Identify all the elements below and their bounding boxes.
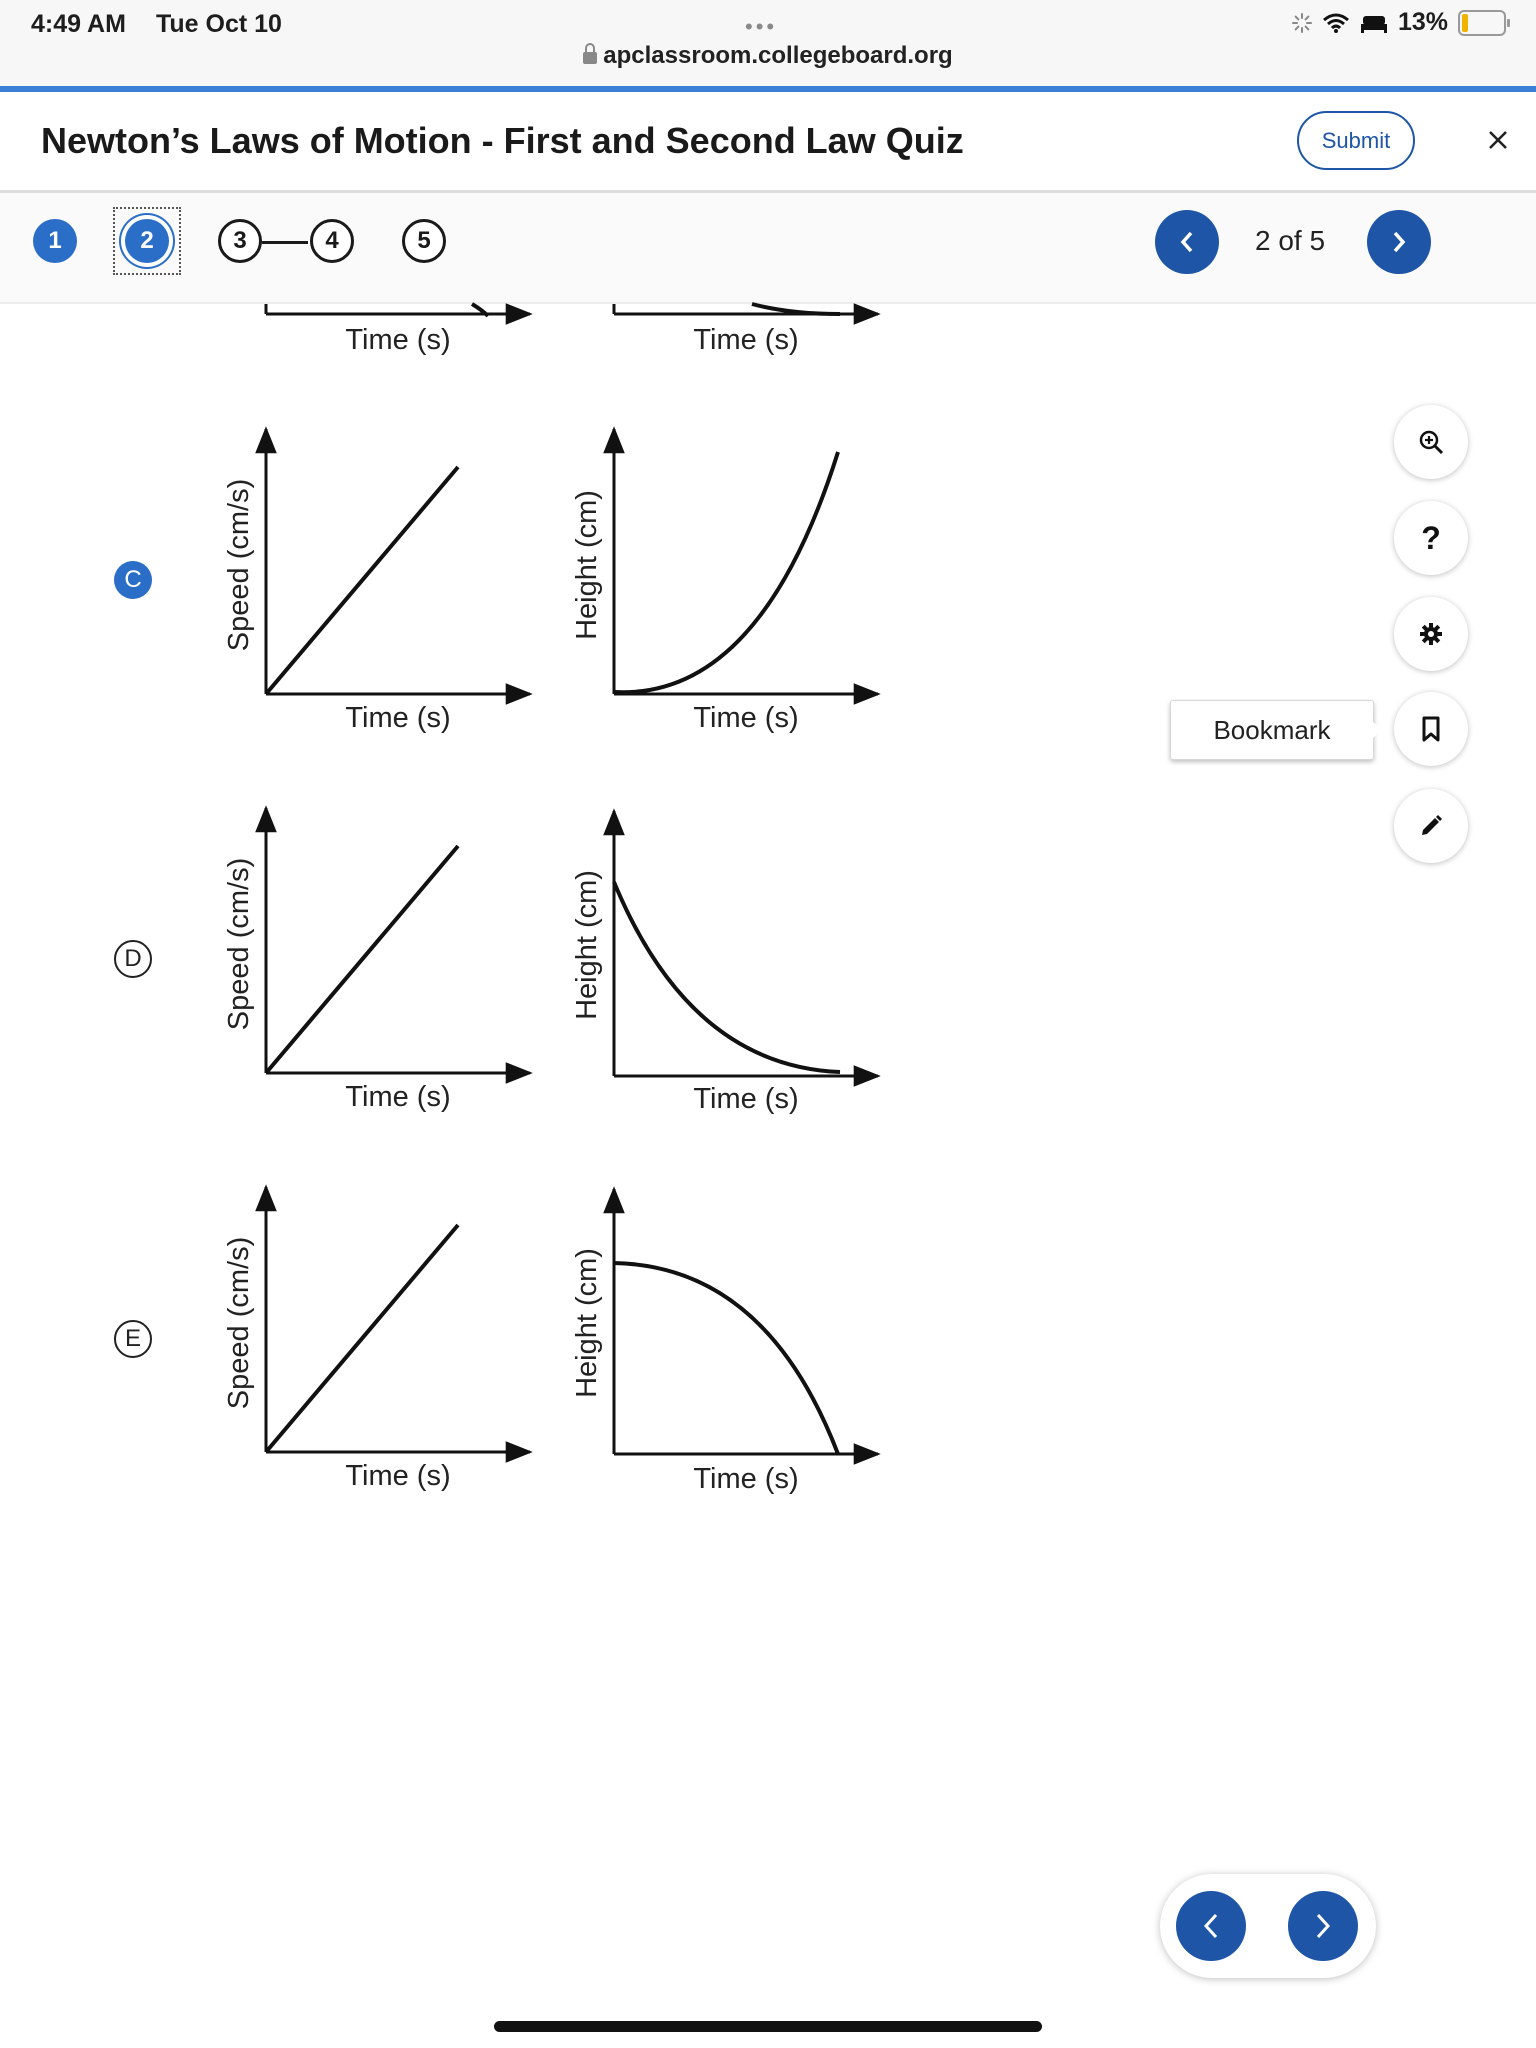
pencil-icon <box>1417 812 1445 840</box>
answer-option-d[interactable]: D <box>114 940 152 978</box>
lock-icon <box>583 52 597 64</box>
battery-percent: 13% <box>1397 8 1448 36</box>
chevron-left-icon <box>1176 228 1198 256</box>
chevron-left-icon <box>1199 1910 1223 1942</box>
partial-time-label-left: Time (s) <box>345 324 451 356</box>
option-e-height-curve <box>614 1263 838 1454</box>
question-1-button[interactable]: 1 <box>33 219 77 263</box>
question-3-button[interactable]: 3 <box>218 219 262 263</box>
status-date: Tue Oct 10 <box>156 10 282 38</box>
option-c-graphs <box>223 429 878 734</box>
zoom-in-icon <box>1417 428 1445 456</box>
submit-button[interactable]: Submit <box>1297 111 1415 170</box>
quiz-header <box>0 92 1536 193</box>
partial-graph-row <box>266 304 878 356</box>
home-indicator <box>494 2021 1042 2032</box>
bottom-navigation <box>1160 1874 1376 1978</box>
question-5-button[interactable]: 5 <box>402 219 446 263</box>
option-d-speed-label: Speed (cm/s) <box>223 857 255 1031</box>
option-c-height-curve <box>614 452 838 692</box>
bookmark-tooltip: Bookmark <box>1170 700 1374 760</box>
answer-option-c[interactable]: C <box>114 561 152 599</box>
chevron-right-icon <box>1388 228 1410 256</box>
zoom-button[interactable] <box>1394 405 1468 479</box>
option-d-height-label: Height (cm) <box>571 870 603 1020</box>
status-bar <box>0 0 1536 86</box>
option-d-graphs <box>223 808 878 1115</box>
page-indicator: 2 of 5 <box>1254 225 1326 256</box>
option-c-speed-line <box>266 467 458 694</box>
status-icons <box>1292 8 1506 37</box>
bottom-previous-button[interactable] <box>1176 1891 1246 1961</box>
option-e-time-label-1: Time (s) <box>345 1460 451 1492</box>
close-icon[interactable] <box>1480 122 1516 158</box>
loading-icon <box>1292 13 1312 33</box>
status-time: 4:49 AM <box>31 10 126 38</box>
option-c-time-label-1: Time (s) <box>345 702 451 734</box>
battery-icon <box>1458 10 1506 36</box>
bottom-next-button[interactable] <box>1288 1891 1358 1961</box>
option-c-speed-label: Speed (cm/s) <box>223 478 255 652</box>
option-e-speed-label: Speed (cm/s) <box>223 1236 255 1410</box>
option-e-graphs <box>223 1187 878 1495</box>
chevron-right-icon <box>1311 1910 1335 1942</box>
more-dots-icon[interactable]: ••• <box>745 14 778 39</box>
settings-button[interactable] <box>1394 597 1468 671</box>
wifi-icon <box>1322 12 1350 34</box>
previous-question-button[interactable] <box>1155 210 1219 274</box>
option-c-time-label-2: Time (s) <box>693 702 799 734</box>
question-2-button[interactable]: 2 <box>125 219 169 263</box>
address-bar[interactable] <box>0 42 1536 70</box>
option-d-time-label-1: Time (s) <box>345 1081 451 1113</box>
partial-time-label-right: Time (s) <box>693 324 799 356</box>
bookmark-button[interactable] <box>1394 692 1468 766</box>
question-4-button[interactable]: 4 <box>310 219 354 263</box>
option-d-time-label-2: Time (s) <box>693 1083 799 1115</box>
next-question-button[interactable] <box>1367 210 1431 274</box>
option-e-height-label: Height (cm) <box>571 1248 603 1398</box>
option-e-speed-line <box>266 1225 458 1452</box>
option-d-height-curve <box>614 882 840 1072</box>
gear-icon <box>1418 621 1444 647</box>
bed-icon <box>1360 12 1388 34</box>
question-navigator <box>0 193 1536 304</box>
help-button[interactable]: ? <box>1394 501 1468 575</box>
quiz-title: Newton’s Laws of Motion - First and Second Law Quiz <box>41 120 964 161</box>
url-text: apclassroom.collegeboard.org <box>603 42 953 69</box>
option-d-speed-line <box>266 846 458 1073</box>
bookmark-icon <box>1420 715 1442 743</box>
option-c-height-label: Height (cm) <box>571 490 603 640</box>
annotate-button[interactable] <box>1394 789 1468 863</box>
answer-option-e[interactable]: E <box>114 1320 152 1358</box>
option-e-time-label-2: Time (s) <box>693 1463 799 1495</box>
question-connector <box>262 241 308 244</box>
